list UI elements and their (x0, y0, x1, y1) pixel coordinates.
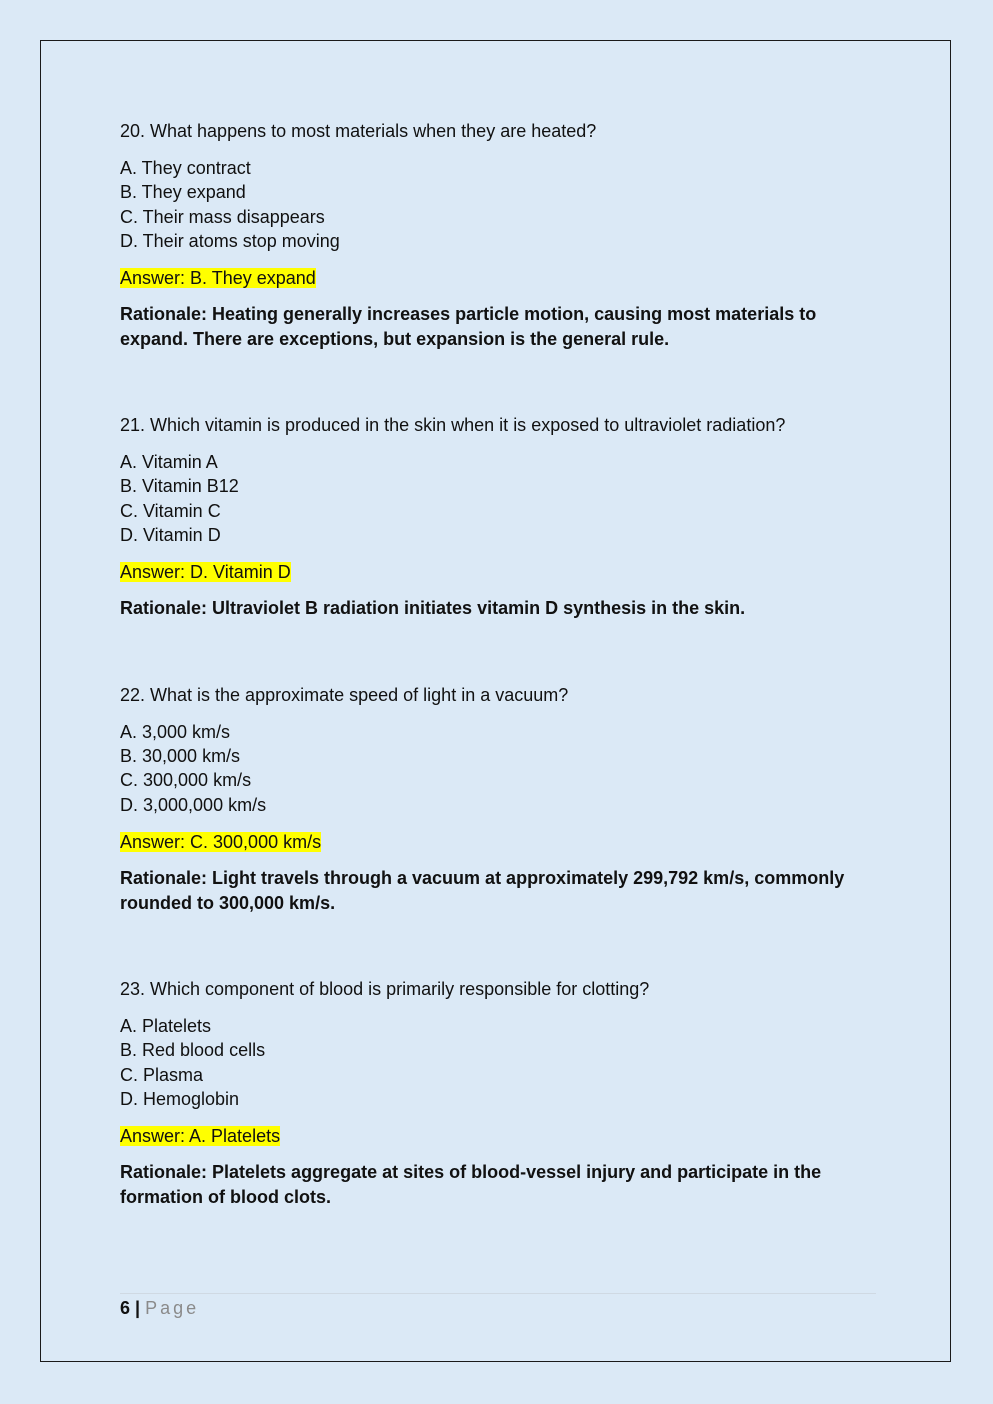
option-item: A. Vitamin A (120, 452, 218, 473)
footer-divider (120, 1293, 876, 1294)
option-item: C. Their mass disappears (120, 206, 325, 227)
option-item: B. They expand (120, 182, 246, 203)
rationale-text: Rationale: Heating generally increases particle motion, causing most materials to expand. There are exceptions, but expansion is the general rule. (120, 304, 817, 349)
option-item: D. Hemoglobin (120, 1088, 240, 1109)
page-label: Page (145, 1298, 200, 1318)
option-item: C. Vitamin C (120, 500, 221, 521)
answer-line (120, 265, 876, 291)
option-item: C. 300,000 km/s (120, 770, 252, 791)
rationale-text: Rationale: Ultraviolet B radiation initiates vitamin D synthesis in the skin. (120, 598, 746, 619)
option-list (120, 156, 876, 253)
option-list (120, 1014, 876, 1111)
question-text: 21. Which vitamin is produced in the skin when it is exposed to ultraviolet radiation? (120, 415, 786, 436)
question-block (120, 118, 876, 351)
page-number: 6 (120, 1298, 131, 1318)
option-item: B. Red blood cells (120, 1040, 266, 1061)
answer-highlight: Answer: D. Vitamin D (120, 562, 291, 583)
question-text: 22. What is the approximate speed of light in a vacuum? (120, 684, 569, 705)
option-item: B. Vitamin B12 (120, 476, 239, 497)
option-item: B. 30,000 km/s (120, 746, 241, 767)
question-text: 20. What happens to most materials when they are heated? (120, 121, 597, 141)
question-text: 23. Which component of blood is primarily responsible for clotting? (120, 979, 650, 1000)
answer-highlight: Answer: C. 300,000 km/s (120, 832, 322, 853)
option-item: A. 3,000 km/s (120, 721, 231, 742)
option-item: D. Vitamin D (120, 525, 221, 546)
question-block (120, 976, 876, 1209)
option-item: D. 3,000,000 km/s (120, 794, 267, 815)
option-item: C. Plasma (120, 1064, 204, 1085)
quiz-content (120, 118, 876, 1270)
question-block (120, 412, 876, 621)
option-list (120, 720, 876, 817)
option-item: D. Their atoms stop moving (120, 230, 340, 251)
answer-line (120, 829, 876, 855)
answer-line (120, 1123, 876, 1149)
rationale-text: Rationale: Light travels through a vacuum at approximately 299,792 km/s, commonly rounded to 300,000 km/s. (120, 868, 845, 913)
page-footer (120, 1296, 199, 1320)
page-separator: | (130, 1298, 146, 1318)
option-list (120, 450, 876, 547)
answer-highlight: Answer: B. They expand (120, 268, 316, 289)
option-item: A. They contract (120, 158, 251, 178)
question-block (120, 682, 876, 915)
answer-highlight: Answer: A. Platelets (120, 1126, 281, 1147)
option-item: A. Platelets (120, 1016, 212, 1037)
answer-line (120, 559, 876, 585)
rationale-text: Rationale: Platelets aggregate at sites of blood-vessel injury and participate in the formation of blood clots. (120, 1162, 822, 1207)
